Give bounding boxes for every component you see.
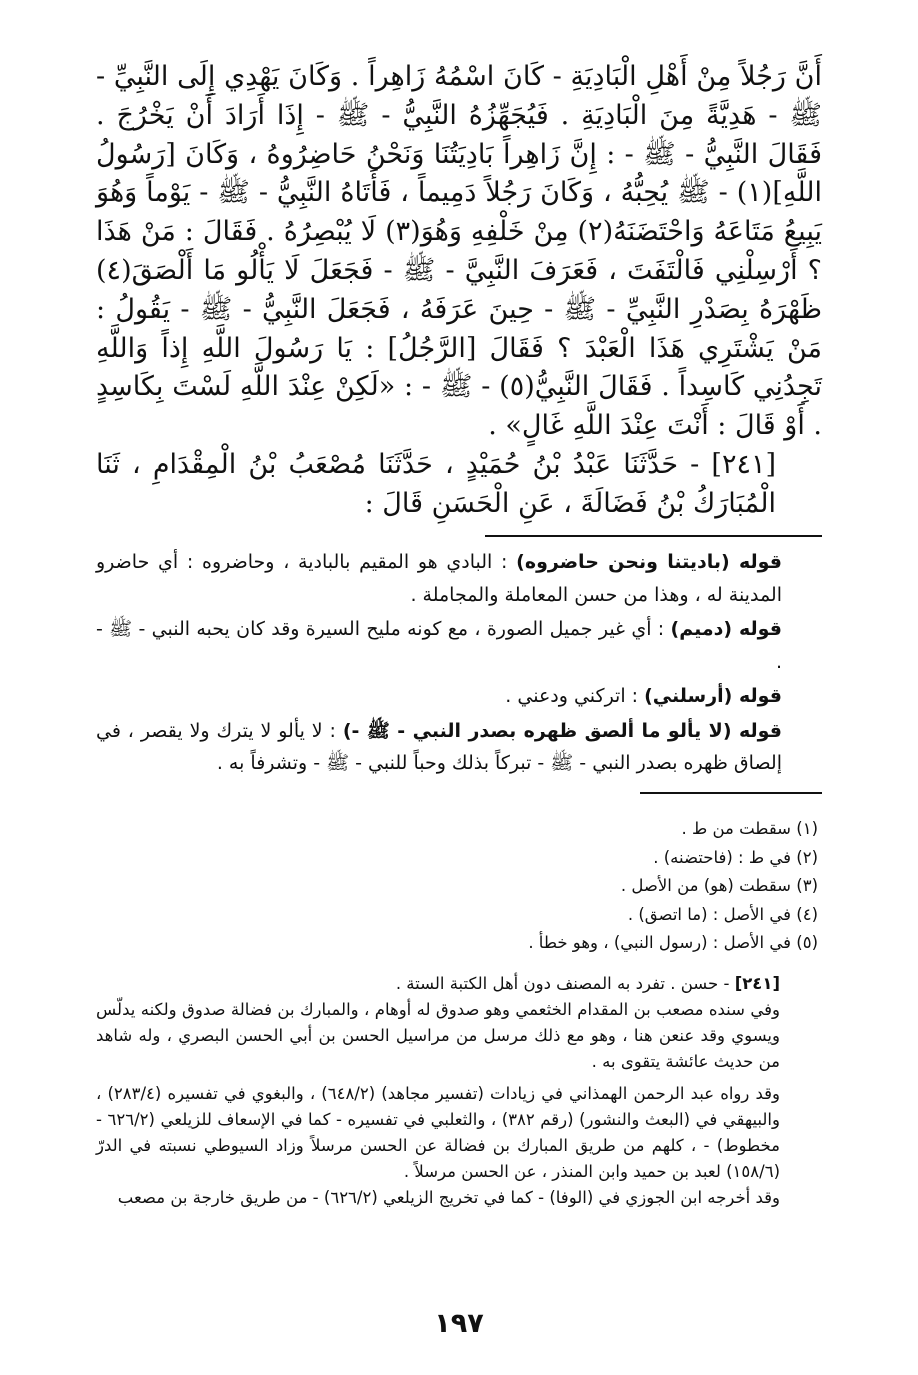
commentary-gloss: : البادي هو المقيم بالبادية ، وحاضروه : أي حاضرو المدينة له ، وهذا من حسن المعاملة والمجاملة . xyxy=(96,551,782,606)
hadith-241-number: [٢٤١] xyxy=(711,448,776,480)
page-number: ١٩٧ xyxy=(434,1308,484,1339)
commentary-lemma: قوله (باديتنا ونحن حاضروه) xyxy=(516,551,782,573)
main-text-separator xyxy=(485,535,822,537)
takhrij-number: [٢٤١] xyxy=(734,974,780,993)
commentary-entry xyxy=(96,546,822,611)
takhrij-paragraph: وقد أخرجه ابن الجوزي في (الوفا) - كما في تخريج الزيلعي (٦٢٦/٢) - من طريق خارجة بن مصعب xyxy=(117,1188,780,1207)
footnotes xyxy=(96,815,822,958)
commentary-lemma: قوله (أرسلني) xyxy=(644,685,782,707)
footnote: (٥) في الأصل : (رسول النبي) ، وهو خطأ . xyxy=(528,933,818,952)
takhrij-paragraph: وقد رواه عبد الرحمن الهمذاني في زيادات (تفسير مجاهد) (٦٤٨/٢) ، والبغوي في تفسيره (٢٨٣/٤) ، والبيهقي في (البعث والنشور) (رقم ٣٨٢) ، والثعلبي في تفسيره - كما في الإسعاف للزيلعي (٦٢٦/٢ - مخطوط) - ، كلهم من طريق المبارك بن فضالة عن الحسن مرسلاً وزاد السيوطي نسبته في الدرّ (١٥٨/٦) لعبد بن حميد وابن المنذر ، عن الحسن مرسلاً . xyxy=(96,1084,780,1181)
commentary-gloss: : اتركني ودعني . xyxy=(505,685,639,707)
takhrij-notes xyxy=(96,971,822,1211)
footnote: (٢) في ط : (فاحتضنه) . xyxy=(653,847,818,867)
main-text xyxy=(96,58,822,524)
commentary xyxy=(96,546,822,780)
commentary-lemma: قوله (دميم) xyxy=(670,618,782,640)
footnote: (٤) في الأصل : (ما اتصق) . xyxy=(627,904,818,924)
commentary-entry xyxy=(96,613,822,678)
commentary-entry xyxy=(96,680,822,713)
commentary-gloss: : أي غير جميل الصورة ، مع كونه مليح السيرة وقد كان يحبه النبي - ﷺ - . xyxy=(96,618,782,673)
takhrij-grade: - حسن . تفرد به المصنف دون أهل الكتبة الستة . xyxy=(395,974,730,993)
hadith-241-chain: - حَدَّثَنَا عَبْدُ بْنُ حُمَيْدٍ ، حَدَّثَنَا مُصْعَبُ بْنُ الْمِقْدَامِ ، ثَنَا الْمُبَارَكُ بْنُ فَضَالَةَ ، عَنِ الْحَسَنِ قَالَ : xyxy=(96,448,776,519)
commentary-lemma: قوله (لا يألو ما ألصق ظهره بصدر النبي - ﷺ -) xyxy=(342,719,782,742)
takhrij-grade-line xyxy=(96,971,822,997)
hadith-241 xyxy=(96,446,822,524)
hadith-240-text: أَنَّ رَجُلاً مِنْ أَهْلِ الْبَادِيَةِ - كَانَ اسْمُهُ زَاهِراً . وَكَانَ يَهْدِي إِلَى النَّبِيِّ - ﷺ - هَدِيَّةً مِنَ الْبَادِيَةِ . فَيُجَهِّزُهُ النَّبِيُّ - ﷺ - إِذَا أَرَادَ أَنْ يَخْرُجَ . فَقَالَ النَّبِيُّ - ﷺ - : إِنَّ زَاهِراً بَادِيَتُنَا وَنَحْنُ حَاضِرُوهُ ، وَكَانَ [رَسُولُ اللَّهِ](١) - ﷺ يُحِبُّهُ ، وَكَانَ رَجُلاً دَمِيماً ، فَأَتَاهُ النَّبِيُّ - ﷺ - يَوْماً وَهُوَ يَبِيعُ مَتَاعَهُ وَاحْتَضَنَهُ(٢) مِنْ خَلْفِهِ وَهُوَ(٣) لَا يُبْصِرُهُ . فَقَالَ : مَنْ هَذَا ؟ أَرْسِلْنِي فَالْتَفَتَ ، فَعَرَفَ النَّبِيَّ - ﷺ - فَجَعَلَ لَا يَأْلُو مَا أَلْصَقَ(٤) ظَهْرَهُ بِصَدْرِ النَّبِيِّ - ﷺ - حِينَ عَرَفَهُ ، فَجَعَلَ النَّبِيُّ - ﷺ - يَقُولُ : مَنْ يَشْتَرِي هَذَا الْعَبْدَ ؟ فَقَالَ [الرَّجُلُ] : يَا رَسُولَ اللَّهِ إِذاً وَاللَّهِ تَجِدُنِي كَاسِداً . فَقَالَ النَّبِيُّ(٥) - ﷺ - : «لَكِنْ عِنْدَ اللَّهِ لَسْتَ بِكَاسِدٍ . أَوْ قَالَ : أَنْتَ عِنْدَ اللَّهِ غَالٍ» . xyxy=(96,61,822,442)
takhrij-paragraph: وفي سنده مصعب بن المقدام الخثعمي وهو صدوق له أوهام ، والمبارك بن فضالة صدوق ولكنه يدلّس ويسوي وقد عنعن هنا ، وهو مع ذلك مرسل من مراسيل الحسن بن أبي الحسن البصري ، وله شاهد من حديث عائشة يتقوى به . xyxy=(96,1000,780,1071)
commentary-entry xyxy=(96,715,822,780)
footnote-separator xyxy=(640,792,822,794)
footnote: (١) سقطت من ط . xyxy=(681,819,818,838)
commentary-gloss: : لا يألو لا يترك ولا يقصر ، في إلصاق ظهره بصدر النبي - ﷺ - تبركاً بذلك وحباً للنبي - ﷺ - وتشرفاً به . xyxy=(96,719,782,774)
footnote: (٣) سقطت (هو) من الأصل . xyxy=(620,876,818,895)
